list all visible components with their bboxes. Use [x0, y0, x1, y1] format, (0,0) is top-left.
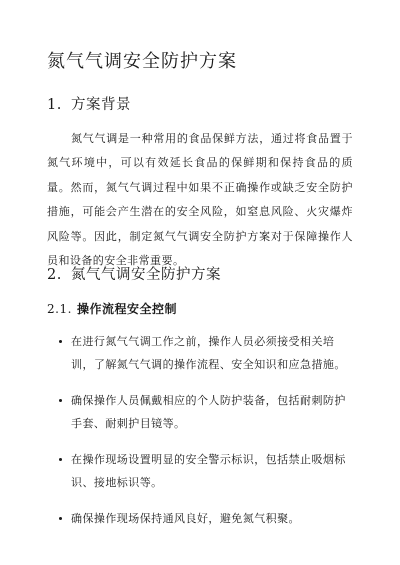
section-2-title: 氮气气调安全防护方案: [71, 267, 221, 283]
list-item: [47, 389, 357, 435]
document-title: 氮气气调安全防护方案: [47, 51, 237, 72]
background-paragraph: 氮气气调是一种常用的食品保鲜方法，通过将食品置于氮气环境中，可以有效延长食品的保鲜期和保持食品的质量。然而，氮气气调过程中如果不正确操作或缺乏安全防护措施，可能会产生潜在的安全风险，如窒息风险、火灾爆炸风险等。因此，制定氮气气调安全防护方案对于保障操作人员和设备的安全非常重要。: [47, 132, 353, 268]
list-item: [47, 507, 357, 530]
section-2-number: 2.: [47, 267, 62, 283]
section-1-number: 1.: [47, 97, 62, 113]
bullet-icon: [59, 517, 62, 520]
subsection-2-1-title: 操作流程安全控制: [77, 302, 178, 316]
bullet-icon: [59, 458, 62, 461]
subsection-2-1-number: 2.1.: [47, 302, 72, 316]
section-1-heading: [47, 93, 131, 114]
bullet-icon: [59, 340, 62, 343]
list-item: [47, 448, 357, 494]
list-item: [47, 330, 357, 376]
safety-control-list: [47, 330, 357, 543]
subsection-2-1-heading: [47, 300, 177, 317]
list-item-text: 确保操作现场保持通风良好，避免氮气积聚。: [71, 512, 300, 525]
list-item-text: 确保操作人员佩戴相应的个人防护装备，包括耐刺防护手套、耐刺护目镜等。: [71, 394, 346, 430]
section-1-title: 方案背景: [71, 97, 131, 113]
list-item-text: 在操作现场设置明显的安全警示标识，包括禁止吸烟标识、接地标识等。: [71, 453, 346, 489]
list-item-text: 在进行氮气气调工作之前，操作人员必须接受相关培训，了解氮气气调的操作流程、安全知识和应急措施。: [71, 335, 346, 371]
bullet-icon: [59, 399, 62, 402]
section-2-heading: [47, 263, 221, 284]
